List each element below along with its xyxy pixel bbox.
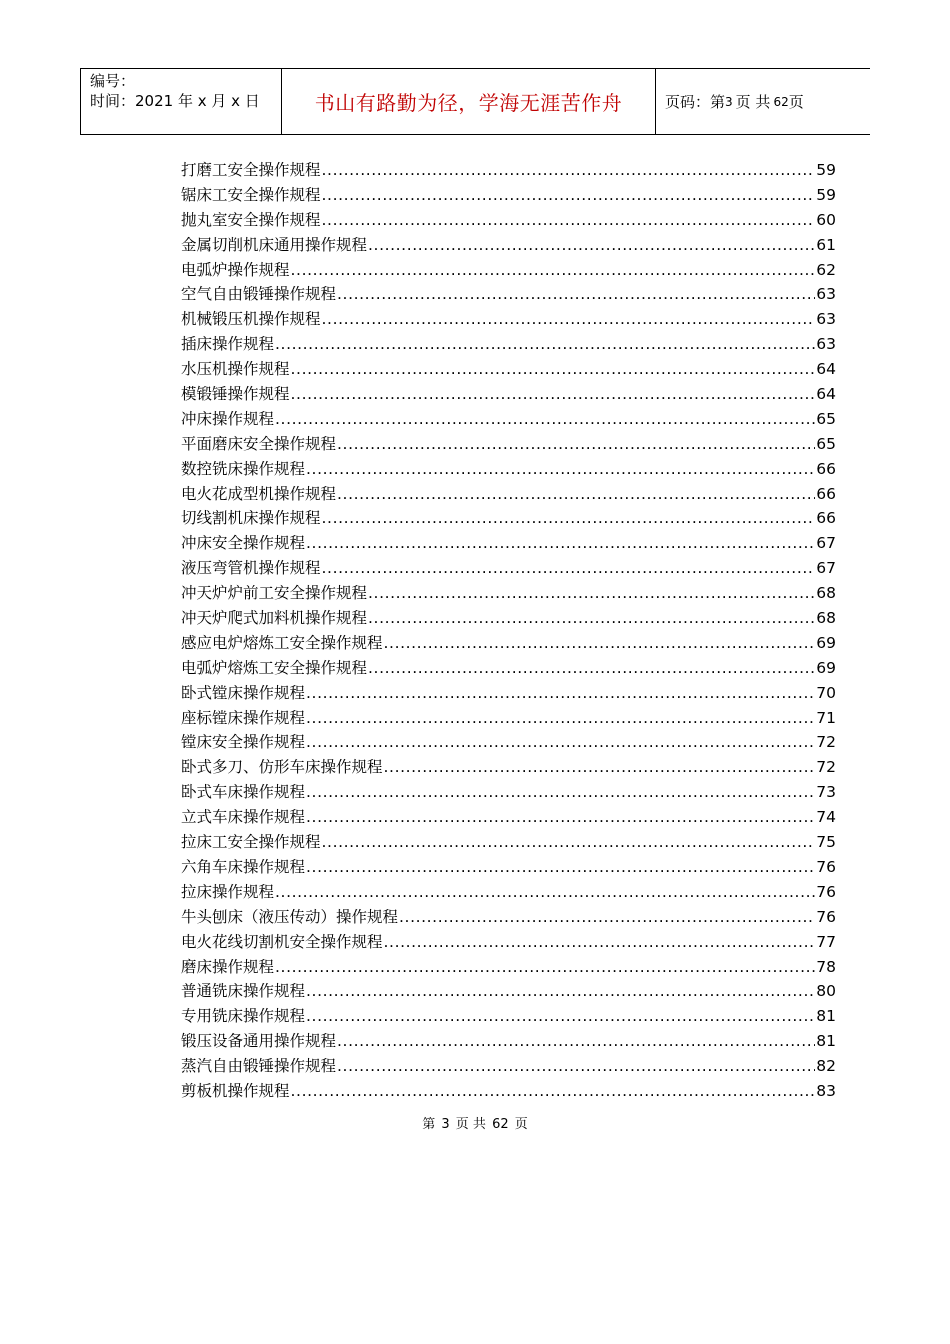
toc-entry-title: 电火花线切割机安全操作规程 xyxy=(181,932,383,951)
toc-entry[interactable] xyxy=(181,432,836,457)
toc-entry[interactable] xyxy=(181,681,836,706)
toc-dot-leader xyxy=(337,482,815,507)
toc-entry-title: 磨床操作规程 xyxy=(181,957,275,976)
toc-entry-title: 卧式镗床操作规程 xyxy=(181,683,306,702)
toc-dot-leader xyxy=(368,581,815,606)
toc-entry[interactable] xyxy=(181,606,836,631)
toc-entry-title: 电弧炉操作规程 xyxy=(181,260,290,279)
footer-prefix: 第 xyxy=(422,1117,436,1132)
toc-dot-leader xyxy=(306,780,815,805)
toc-entry-page: 77 xyxy=(816,932,836,951)
page-footer xyxy=(0,1113,950,1132)
toc-entry[interactable] xyxy=(181,556,836,581)
toc-entry-page: 75 xyxy=(816,833,836,852)
toc-entry-page: 76 xyxy=(816,857,836,876)
toc-entry-page: 59 xyxy=(816,185,836,204)
toc-entry[interactable] xyxy=(181,830,836,855)
toc-entry-title: 感应电炉熔炼工安全操作规程 xyxy=(181,633,383,652)
document-number-label: 编号： xyxy=(90,72,136,90)
toc-entry[interactable] xyxy=(181,457,836,482)
toc-entry-title: 拉床操作规程 xyxy=(181,882,275,901)
toc-entry-title: 普通铣床操作规程 xyxy=(181,982,306,1001)
toc-entry-page: 59 xyxy=(816,161,836,179)
toc-entry-title: 机械锻压机操作规程 xyxy=(181,310,321,329)
toc-entry-title: 电弧炉熔炼工安全操作规程 xyxy=(181,658,368,677)
toc-entry-page: 69 xyxy=(816,633,836,652)
toc-entry-title: 液压弯管机操作规程 xyxy=(181,559,321,578)
toc-entry[interactable] xyxy=(181,208,836,233)
toc-entry-title: 镗床安全操作规程 xyxy=(181,733,306,752)
document-date-label: 时间：2021 年 x 月 x 日 xyxy=(90,92,260,110)
toc-dot-leader xyxy=(275,332,815,357)
toc-entry-page: 67 xyxy=(816,559,836,578)
toc-entry-title: 空气自由锻锤操作规程 xyxy=(181,285,337,304)
toc-entry-page: 65 xyxy=(816,409,836,428)
toc-entry[interactable] xyxy=(181,1079,836,1104)
toc-entry[interactable] xyxy=(181,656,836,681)
toc-entry[interactable] xyxy=(181,755,836,780)
toc-entry-title: 卧式车床操作规程 xyxy=(181,783,306,802)
table-of-contents xyxy=(181,158,836,1104)
toc-dot-leader xyxy=(322,307,816,332)
toc-dot-leader xyxy=(291,258,816,283)
toc-entry[interactable] xyxy=(181,332,836,357)
toc-entry[interactable] xyxy=(181,407,836,432)
toc-dot-leader xyxy=(322,506,816,531)
toc-entry-title: 冲天炉爬式加料机操作规程 xyxy=(181,609,368,628)
toc-entry[interactable] xyxy=(181,730,836,755)
toc-entry-title: 牛头刨床（液压传动）操作规程 xyxy=(181,907,399,926)
toc-dot-leader xyxy=(337,282,815,307)
toc-entry-page: 64 xyxy=(816,385,836,404)
header-page-mid: 页 共 xyxy=(735,93,771,111)
toc-entry-page: 66 xyxy=(816,484,836,503)
toc-entry-page: 65 xyxy=(816,434,836,453)
toc-entry[interactable] xyxy=(181,258,836,283)
toc-entry-title: 座标镗床操作规程 xyxy=(181,708,306,727)
header-motto: 书山有路勤为径，学海无涯苦作舟 xyxy=(282,69,656,134)
toc-entry[interactable] xyxy=(181,1029,836,1054)
toc-dot-leader xyxy=(322,158,816,183)
toc-dot-leader xyxy=(368,606,815,631)
toc-entry-page: 68 xyxy=(816,584,836,603)
toc-dot-leader xyxy=(322,183,816,208)
toc-entry-page: 81 xyxy=(816,1032,836,1051)
toc-entry-title: 专用铣床操作规程 xyxy=(181,1007,306,1026)
toc-entry[interactable] xyxy=(181,482,836,507)
toc-entry-page: 72 xyxy=(816,733,836,752)
toc-entry[interactable] xyxy=(181,880,836,905)
toc-entry[interactable] xyxy=(181,1054,836,1079)
toc-entry[interactable] xyxy=(181,307,836,332)
toc-entry[interactable] xyxy=(181,855,836,880)
toc-entry-page: 74 xyxy=(816,808,836,827)
toc-dot-leader xyxy=(275,880,815,905)
toc-entry-page: 61 xyxy=(816,235,836,254)
toc-entry[interactable] xyxy=(181,955,836,980)
toc-dot-leader xyxy=(291,357,816,382)
toc-entry-page: 76 xyxy=(816,907,836,926)
toc-entry-page: 64 xyxy=(816,360,836,379)
toc-entry-page: 70 xyxy=(816,683,836,702)
toc-dot-leader xyxy=(384,631,816,656)
toc-entry[interactable] xyxy=(181,183,836,208)
toc-dot-leader xyxy=(306,457,815,482)
toc-entry-title: 抛丸室安全操作规程 xyxy=(181,210,321,229)
toc-dot-leader xyxy=(337,432,815,457)
toc-dot-leader xyxy=(368,233,815,258)
toc-entry-page: 62 xyxy=(816,260,836,279)
header-page-suffix: 页 xyxy=(788,93,804,111)
header-page-current: 3 xyxy=(725,94,733,109)
toc-entry-title: 冲床安全操作规程 xyxy=(181,534,306,553)
footer-suffix: 页 xyxy=(514,1117,528,1132)
toc-entry-page: 81 xyxy=(816,1007,836,1026)
toc-entry-title: 金属切削机床通用操作规程 xyxy=(181,235,368,254)
toc-dot-leader xyxy=(291,1079,816,1104)
toc-dot-leader xyxy=(322,556,816,581)
toc-entry[interactable] xyxy=(181,581,836,606)
toc-entry-page: 82 xyxy=(816,1057,836,1076)
toc-entry[interactable] xyxy=(181,780,836,805)
toc-entry-page: 66 xyxy=(816,459,836,478)
toc-entry-page: 68 xyxy=(816,609,836,628)
toc-entry[interactable] xyxy=(181,382,836,407)
toc-entry[interactable] xyxy=(181,158,836,183)
toc-dot-leader xyxy=(275,407,815,432)
toc-entry-title: 平面磨床安全操作规程 xyxy=(181,434,337,453)
toc-entry-title: 立式车床操作规程 xyxy=(181,808,306,827)
header-page-info xyxy=(656,69,870,134)
toc-entry-title: 水压机操作规程 xyxy=(181,360,290,379)
toc-entry[interactable] xyxy=(181,233,836,258)
toc-entry-page: 69 xyxy=(816,658,836,677)
toc-entry-title: 数控铣床操作规程 xyxy=(181,459,306,478)
toc-entry-title: 打磨工安全操作规程 xyxy=(181,161,321,179)
toc-dot-leader xyxy=(337,1029,815,1054)
toc-entry-title: 插床操作规程 xyxy=(181,335,275,354)
toc-dot-leader xyxy=(291,382,816,407)
toc-dot-leader xyxy=(384,755,816,780)
toc-dot-leader xyxy=(275,955,815,980)
toc-entry-page: 63 xyxy=(816,310,836,329)
toc-entry-page: 72 xyxy=(816,758,836,777)
toc-entry-title: 模锻锤操作规程 xyxy=(181,385,290,404)
toc-entry[interactable] xyxy=(181,531,836,556)
toc-entry-title: 卧式多刀、仿形车床操作规程 xyxy=(181,758,383,777)
toc-entry[interactable] xyxy=(181,1004,836,1029)
toc-entry-title: 冲天炉炉前工安全操作规程 xyxy=(181,584,368,603)
toc-entry-page: 67 xyxy=(816,534,836,553)
toc-entry-page: 60 xyxy=(816,210,836,229)
page-header xyxy=(80,68,870,135)
toc-entry[interactable] xyxy=(181,631,836,656)
toc-entry[interactable] xyxy=(181,930,836,955)
toc-entry-title: 切线割机床操作规程 xyxy=(181,509,321,528)
footer-current: 3 xyxy=(441,1117,450,1132)
toc-entry-page: 76 xyxy=(816,882,836,901)
toc-entry-page: 71 xyxy=(816,708,836,727)
header-meta xyxy=(81,69,282,134)
toc-entry-page: 83 xyxy=(816,1081,836,1100)
toc-dot-leader xyxy=(306,531,815,556)
toc-dot-leader xyxy=(306,730,815,755)
toc-dot-leader xyxy=(306,855,815,880)
toc-entry-page: 80 xyxy=(816,982,836,1001)
toc-entry-title: 锯床工安全操作规程 xyxy=(181,185,321,204)
toc-entry[interactable] xyxy=(181,282,836,307)
header-page-prefix: 页码：第 xyxy=(665,93,726,111)
toc-entry[interactable] xyxy=(181,805,836,830)
toc-dot-leader xyxy=(337,1054,815,1079)
toc-dot-leader xyxy=(384,930,816,955)
toc-dot-leader xyxy=(306,1004,815,1029)
toc-entry-title: 蒸汽自由锻锤操作规程 xyxy=(181,1057,337,1076)
toc-entry-title: 冲床操作规程 xyxy=(181,409,275,428)
toc-entry[interactable] xyxy=(181,506,836,531)
toc-dot-leader xyxy=(368,656,815,681)
footer-total: 62 xyxy=(492,1117,509,1132)
toc-dot-leader xyxy=(306,681,815,706)
toc-dot-leader xyxy=(306,979,815,1004)
toc-entry-title: 电火花成型机操作规程 xyxy=(181,484,337,503)
toc-entry-page: 66 xyxy=(816,509,836,528)
footer-mid: 页 共 xyxy=(455,1117,486,1132)
toc-dot-leader xyxy=(306,805,815,830)
toc-entry-page: 73 xyxy=(816,783,836,802)
toc-dot-leader xyxy=(322,830,816,855)
header-page-total: 62 xyxy=(773,94,789,109)
toc-entry-page: 63 xyxy=(816,285,836,304)
toc-entry[interactable] xyxy=(181,905,836,930)
toc-entry-title: 剪板机操作规程 xyxy=(181,1081,290,1100)
toc-dot-leader xyxy=(306,706,815,731)
toc-dot-leader xyxy=(399,905,815,930)
toc-entry-title: 锻压设备通用操作规程 xyxy=(181,1032,337,1051)
toc-entry-title: 六角车床操作规程 xyxy=(181,857,306,876)
toc-entry-page: 78 xyxy=(816,957,836,976)
toc-entry[interactable] xyxy=(181,706,836,731)
toc-entry[interactable] xyxy=(181,357,836,382)
toc-entry-page: 63 xyxy=(816,335,836,354)
toc-dot-leader xyxy=(322,208,816,233)
toc-entry[interactable] xyxy=(181,979,836,1004)
toc-entry-title: 拉床工安全操作规程 xyxy=(181,833,321,852)
